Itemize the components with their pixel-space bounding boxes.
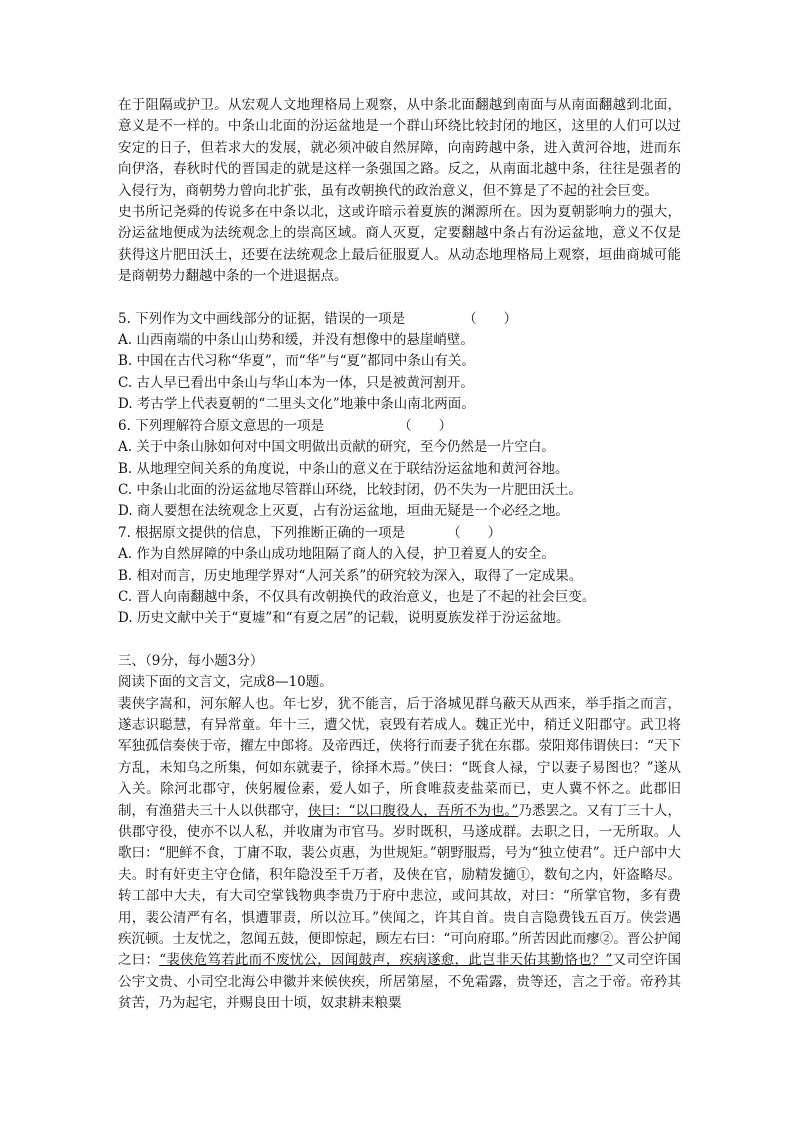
- passage-paragraph-1: 在于阻隔或护卫。从宏观人文地理格局上观察，从中条北面翻越到南面与从南面翻越到北面，意义是不一样的。中条山北面的汾运盆地是一个群山环绕比较封闭的地区，这里的人们可以过安定的日子，但若求大的发展，就必须冲破自然屏障，向南跨越中条，进入黄河谷地，进而东向伊洛，春秋时代的晋国走的就是这样一条强国之路。反之，从南面北越中条，往往是强者的入侵行为，商朝势力曾向北扩张，虽有改朝换代的政治意义，但不算是了不起的社会巨变。: [118, 97, 681, 199]
- question-6-option-c: C. 中条山北面的汾运盆地尽管群山环绕，比较封闭，仍不失为一片肥田沃土。: [118, 481, 582, 498]
- question-7-option-c: C. 晋人向南翻越中条，不仅具有改朝换代的政治意义，也是了不起的社会巨变。: [118, 588, 596, 605]
- question-5-option-a: A. 山西南端的中条山山势和缓，并没有想像中的悬崖峭壁。: [118, 332, 474, 349]
- section-3-heading: 三、（9分，每小题3分）: [118, 652, 264, 669]
- question-6-option-d: D. 商人要想在法统观念上灭夏，占有汾运盆地，垣曲无疑是一个必经之地。: [118, 503, 569, 520]
- spacer: [118, 630, 681, 651]
- question-6-option-b: B. 从地理空间关系的角度说，中条山的意义在于联结汾运盆地和黄河谷地。: [118, 460, 569, 477]
- passage-paragraph-2: 史书所记尧舜的传说多在中条以北，这或许暗示着夏族的渊源所在。因为夏朝影响力的强大，汾运盆地便成为法统观念上的崇高区域。商人灭夏，定要翻越中条占有汾运盆地，意义不仅是获得这片肥田沃土，还要在法统观念上最后征服夏人。从动态地理格局上观察，垣曲商城可能是商朝势力翻越中条的一个进退据点。: [118, 204, 681, 285]
- section-3-instruction: 阅读下面的文言文，完成8—10题。: [118, 674, 333, 691]
- underlined-sentence-1: 侠曰：“以口腹役人，吾所不为也。”: [307, 802, 519, 819]
- underlined-sentence-2: “裴侠危笃若此而不废忧公，因闻鼓声，疾病遂愈，此岂非天佑其勤恪也？”: [159, 952, 613, 969]
- document-page: [118, 95, 681, 1015]
- question-7-option-b: B. 相对而言，历史地理学界对“人河关系”的研究较为深入，取得了一定成果。: [118, 567, 583, 584]
- question-5-option-b: B. 中国在古代习称“华夏”，而“华”与“夏”都同中条山有关。: [118, 353, 475, 370]
- question-5-option-d: D. 考古学上代表夏朝的“二里头文化”地兼中条山南北两面。: [118, 396, 475, 413]
- question-7-option-d: D. 历史文献中关于“夏墟”和“有夏之居”的记载，说明夏族发祥于汾运盆地。: [118, 610, 570, 627]
- question-7-option-a: A. 作为自然屏障的中条山成功地阻隔了商人的入侵，护卫着夏人的安全。: [118, 546, 555, 563]
- question-5-stem: 5. 下列作为文中画线部分的证据，错误的一项是 （ ）: [118, 310, 518, 327]
- question-6-option-a: A. 关于中条山脉如何对中国文明做出贡献的研究，至今仍然是一片空白。: [118, 439, 555, 456]
- spacer: [118, 288, 681, 309]
- classical-text-paragraph: 裴侠字嵩和，河东解人也。年七岁，犹不能言，后于洛城见群乌蔽天从西来，举手指之而言，遂志识聪慧，有异常童。年十三，遭父忧，哀毁有若成人。魏正光中，稍迁义阳郡守。武卫将军独孤信奏侠于帝，擢左中郎将。及帝西迁，侠将行而妻子犹在东郡。荥阳郑伟谓侠曰：“天下方乱，未知乌之所集，何如东就妻子，徐择木焉。”侠曰：“既食人禄，宁以妻子易图也？”遂从入关。除河北郡守，侠躬履俭素，爱人如子，所食唯菽麦盐菜而已，吏人冀不怀之。此郡旧制，有渔猎夫三十人以供郡守，侠曰：“以口腹役人，吾所不为也。”乃悉罢之。又有丁三十人，供郡守役，使亦不以人私，并收庸为市官马。岁时既积，马遂成群。去职之日，一无所取。人歌曰：“肥鲜不食，丁庸不取，裴公贞惠，为世规矩。”朝野服焉，号为“独立使君”。迁户部中大夫。时有奸吏主守仓储，积年隐没至千万者，及侠在官，励精发擿①，数旬之内，奸盗略尽。转工部中大夫，有大司空掌钱物典李贵乃于府中悲泣，或问其故，对曰：“所掌官物，多有费用，裴公清严有名，惧遭罪责，所以泣耳。”侠闻之，许其自首。贵自言隐费钱五百万。侠尝遇疾沉顿。士友忧之，忽闻五鼓，便即惊起，顾左右曰：“可向府耶。”所苦因此而瘳②。晋公护闻之曰：“裴侠危笃若此而不废忧公，因闻鼓声，疾病遂愈，此岂非天佑其勤恪也？”又司空许国公宇文贵、小司空北海公申徽并来候侠疾，所居第屋，不免霜露，贵等还，言之于帝。帝矜其贫苦，乃为起宅，并赐良田十顷，奴隶耕耒粮粟: [118, 695, 682, 1012]
- question-7-stem: 7. 根据原文提供的信息，下列推断正确的一项是 （ ）: [118, 524, 502, 541]
- question-6-stem: 6. 下列理解符合原文意思的一项是 （ ）: [118, 417, 453, 434]
- question-5-option-c: C. 古人早已看出中条山与华山本为一体，只是被黄河割开。: [118, 374, 474, 391]
